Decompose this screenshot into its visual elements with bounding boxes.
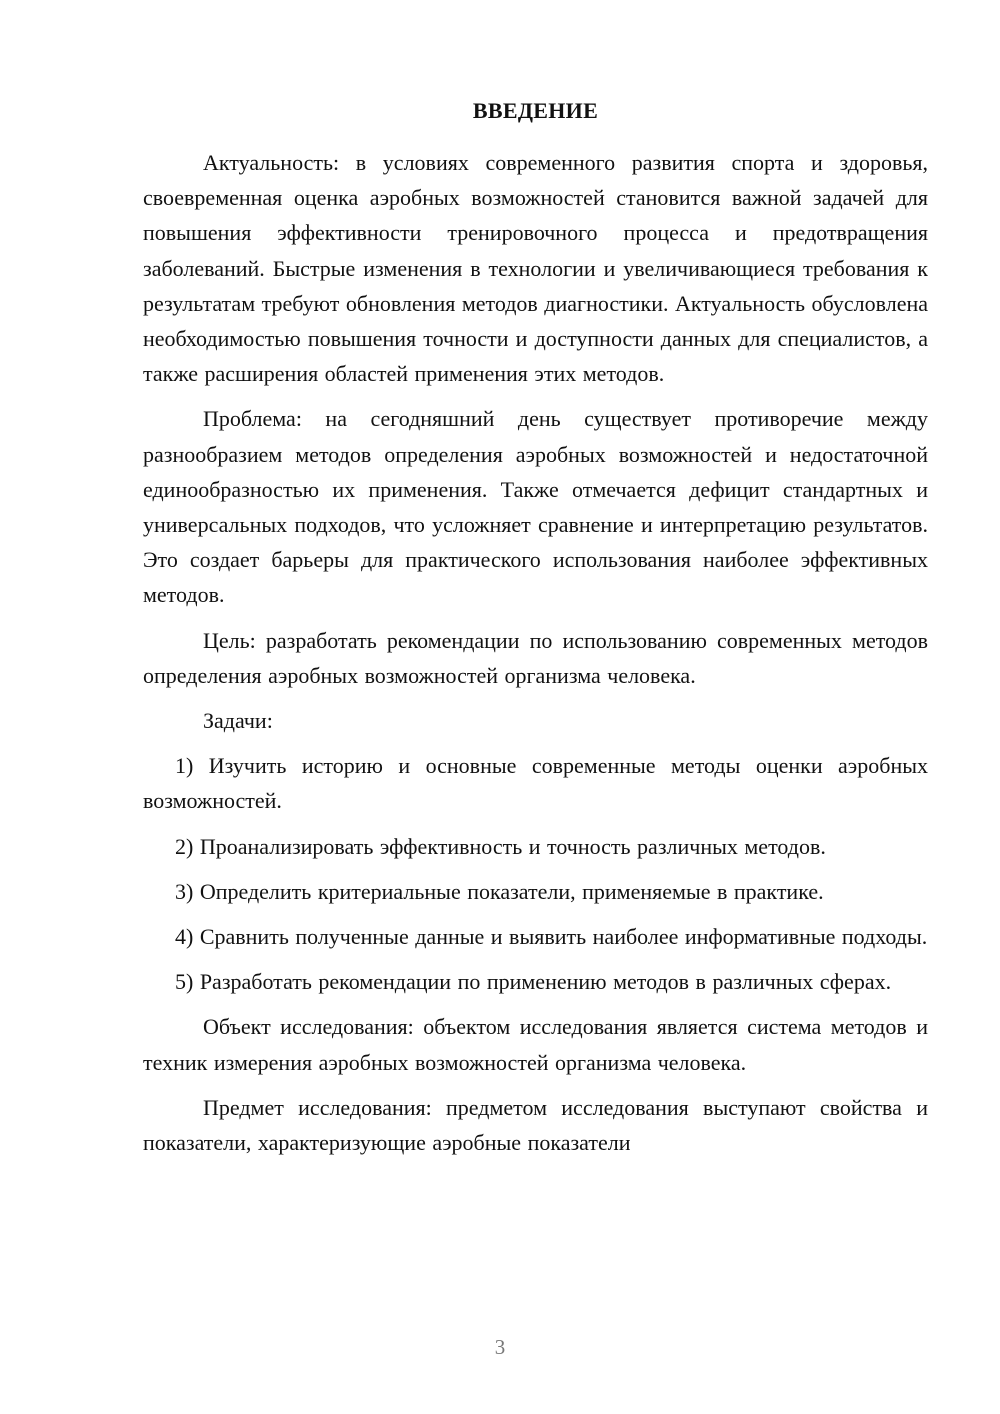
subject-paragraph: Предмет исследования: предметом исследования выступают свойства и показатели, характеризующие аэробные показатели: [143, 1094, 928, 1156]
goal-paragraph: Цель: разработать рекомендации по использованию современных методов определения аэробных возможностей организма человека.: [143, 627, 928, 688]
tasks-heading: Задачи:: [203, 708, 273, 734]
page-number: 3: [494, 1335, 506, 1359]
page-body: [143, 93, 928, 1170]
problem-paragraph: Проблема: на сегодняшний день существует противоречие между разнообразием методов определения аэробных возможностей и недостаточной единообразностью их применения. Также отмечается дефицит стандартных и универсальных подходов, что усложняет сравнение и интерпретацию результатов. Это создает барьеры для практического использования наиболее эффективных методов.: [143, 406, 928, 608]
task-item: 5) Разработать рекомендации по применению методов в различных сферах.: [175, 969, 892, 995]
task-item: 2) Проанализировать эффективность и точность различных методов.: [175, 833, 826, 859]
tasks-list: [143, 748, 928, 999]
task-item: 1) Изучить историю и основные современные методы оценки аэробных возможностей.: [143, 753, 928, 814]
task-item: 3) Определить критериальные показатели, применяемые в практике.: [175, 878, 824, 904]
object-paragraph: Объект исследования: объектом исследования является система методов и техник измерения аэробных возможностей организма человека.: [143, 1014, 928, 1075]
task-item: 4) Сравнить полученные данные и выявить наиболее информативные подходы.: [175, 924, 928, 950]
page-title: ВВЕДЕНИЕ: [472, 98, 599, 123]
relevance-paragraph: Актуальность: в условиях современного развития спорта и здоровья, своевременная оценка аэробных возможностей становится важной задачей для повышения эффективности тренировочного процесса и предотвращения заболеваний. Быстрые изменения в технологии и увеличивающиеся требования к результатам требуют обновления методов диагностики. Актуальность обусловлена необходимостью повышения точности и доступности данных для специалистов, а также расширения областей применения этих методов.: [143, 150, 929, 387]
